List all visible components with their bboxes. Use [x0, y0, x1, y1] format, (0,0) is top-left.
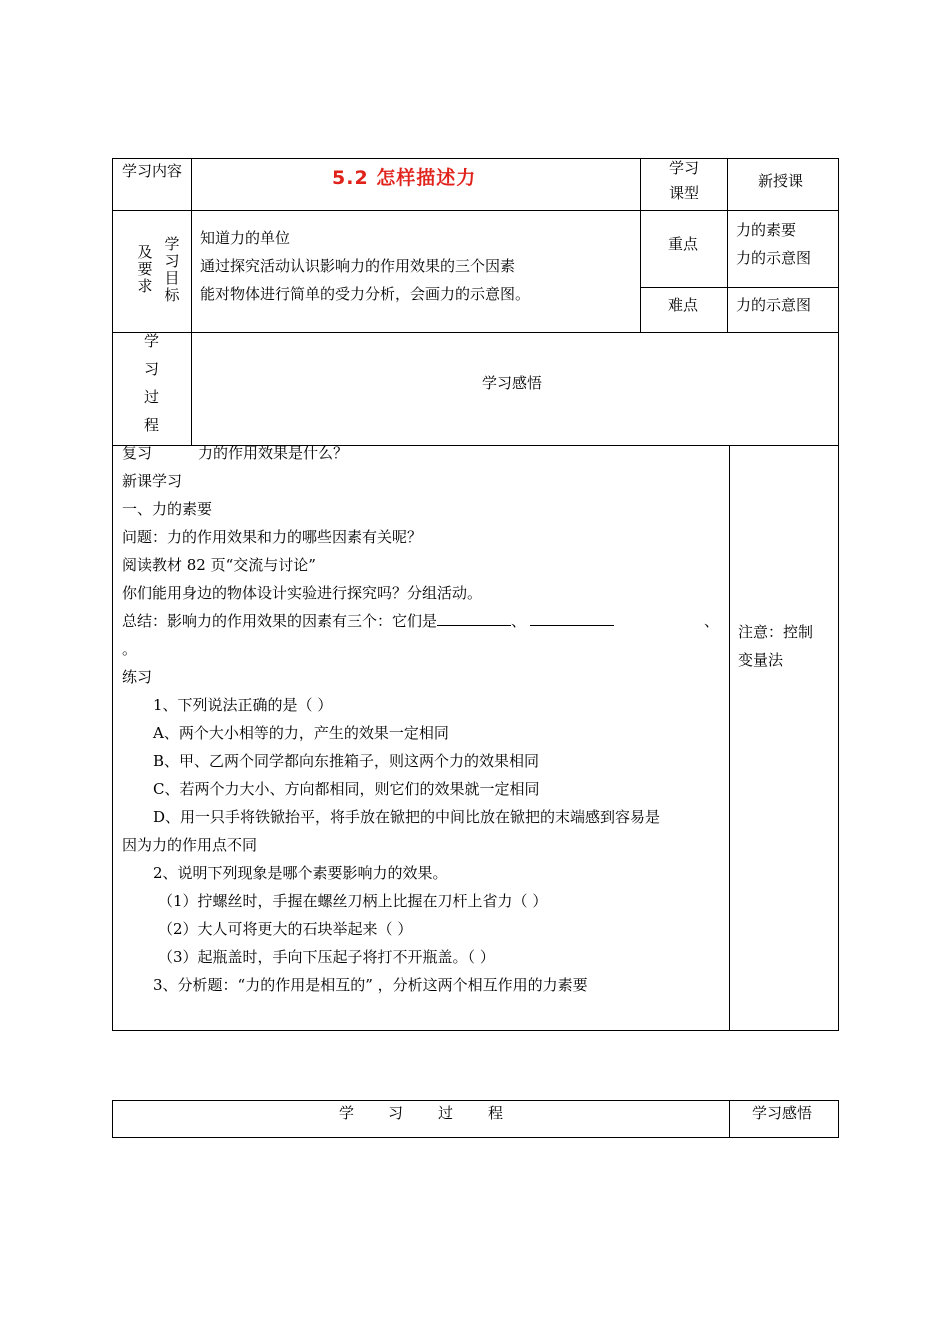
option-c: C、若两个力大小、方向都相同，则它们的效果就一定相同 [153, 780, 540, 798]
section-heading: 一、力的素要 [122, 500, 213, 518]
note-text: 注意：控制 [738, 623, 814, 641]
question-text: 问题：力的作用效果和力的哪些因素有关呢？ [122, 528, 423, 546]
reflection-label: 学习感悟 [482, 374, 543, 392]
question-3: 3、分析题：“力的作用是相互的” ，分析这两个相互作用的力素要 [153, 976, 588, 994]
reading-text: 阅读教材 82 页“交流与讨论” [122, 556, 316, 574]
key-point-value: 力的示意图 [736, 249, 812, 267]
option-d-continued: 因为力的作用点不同 [122, 836, 258, 854]
footer-table-left [112, 1100, 113, 1138]
summary-line [122, 611, 614, 631]
summary-separator: 、 [511, 612, 527, 630]
summary-end: 。 [122, 640, 138, 658]
goals-label-col2: 及要求 [137, 243, 153, 295]
lesson-type-label-2: 课型 [669, 184, 700, 202]
footer-process-char: 习 [388, 1104, 404, 1122]
practice-heading: 练习 [122, 668, 153, 686]
table-line-col2 [640, 158, 641, 333]
new-lesson-heading: 新课学习 [122, 472, 183, 490]
question-2: 2、说明下列现象是哪个素要影响力的效果。 [153, 864, 448, 882]
option-d: D、用一只手将铁锨抬平，将手放在锨把的中间比放在锨把的末端感到容易是 [153, 808, 661, 826]
goal-item: 知道力的单位 [200, 229, 291, 247]
activity-text: 你们能用身边的物体设计实验进行探究吗？分组活动。 [122, 584, 483, 602]
table-border-left [112, 158, 113, 1031]
review-label: 复习 [122, 444, 153, 462]
footer-process-char: 程 [488, 1104, 504, 1122]
lesson-type-label-1: 学习 [669, 159, 700, 177]
process-label-char: 学 [144, 332, 160, 350]
footer-process-char: 过 [438, 1104, 454, 1122]
table-line-row1 [112, 210, 839, 211]
goals-label-col1: 学习目标 [164, 235, 180, 304]
table-line-col1 [191, 158, 192, 446]
table-line-key-difficulty [640, 287, 839, 288]
question-1: 1、下列说法正确的是（ ） [153, 696, 333, 714]
table-border-top [112, 158, 839, 159]
question-2-item: （2）大人可将更大的石块举起来（ ） [158, 920, 413, 938]
process-label-char: 习 [144, 360, 160, 378]
table-line-col3 [727, 158, 728, 333]
review-question: 力的作用效果是什么？ [198, 444, 349, 462]
key-point-value: 力的素要 [736, 221, 797, 239]
difficulty-label: 难点 [668, 296, 699, 314]
content-label: 学习内容 [121, 162, 182, 180]
footer-reflection-label: 学习感悟 [752, 1104, 813, 1122]
option-b: B、甲、乙两个同学都向东推箱子，则这两个力的效果相同 [153, 752, 540, 770]
lesson-type-value: 新授课 [758, 172, 804, 190]
goal-item: 能对物体进行简单的受力分析，会画力的示意图。 [200, 285, 531, 303]
answer-blank[interactable] [437, 611, 511, 626]
process-label-char: 程 [144, 416, 160, 434]
option-a: A、两个大小相等的力，产生的效果一定相同 [153, 724, 449, 742]
footer-table-divider [729, 1100, 730, 1138]
answer-blank[interactable] [530, 611, 614, 626]
note-text: 变量法 [738, 651, 784, 669]
page-title: 5.2 怎样描述力 [332, 167, 477, 189]
summary-separator: 、 [704, 612, 720, 630]
goal-item: 通过探究活动认识影响力的作用效果的三个因素 [200, 257, 516, 275]
process-label-char: 过 [144, 388, 160, 406]
table-line-row2 [112, 332, 839, 333]
difficulty-value: 力的示意图 [736, 296, 812, 314]
summary-prefix: 总结：影响力的作用效果的因素有三个：它们是 [122, 612, 438, 630]
question-2-item: （1）拧螺丝时，手握在螺丝刀柄上比握在刀杆上省力（ ） [158, 892, 548, 910]
footer-process-char: 学 [339, 1104, 355, 1122]
key-point-label: 重点 [668, 235, 699, 253]
footer-table-right [838, 1100, 839, 1138]
table-line-note-col [729, 445, 730, 1031]
table-border-right [838, 158, 839, 1031]
question-2-item: （3）起瓶盖时，手向下压起子将打不开瓶盖。（ ） [158, 948, 495, 966]
